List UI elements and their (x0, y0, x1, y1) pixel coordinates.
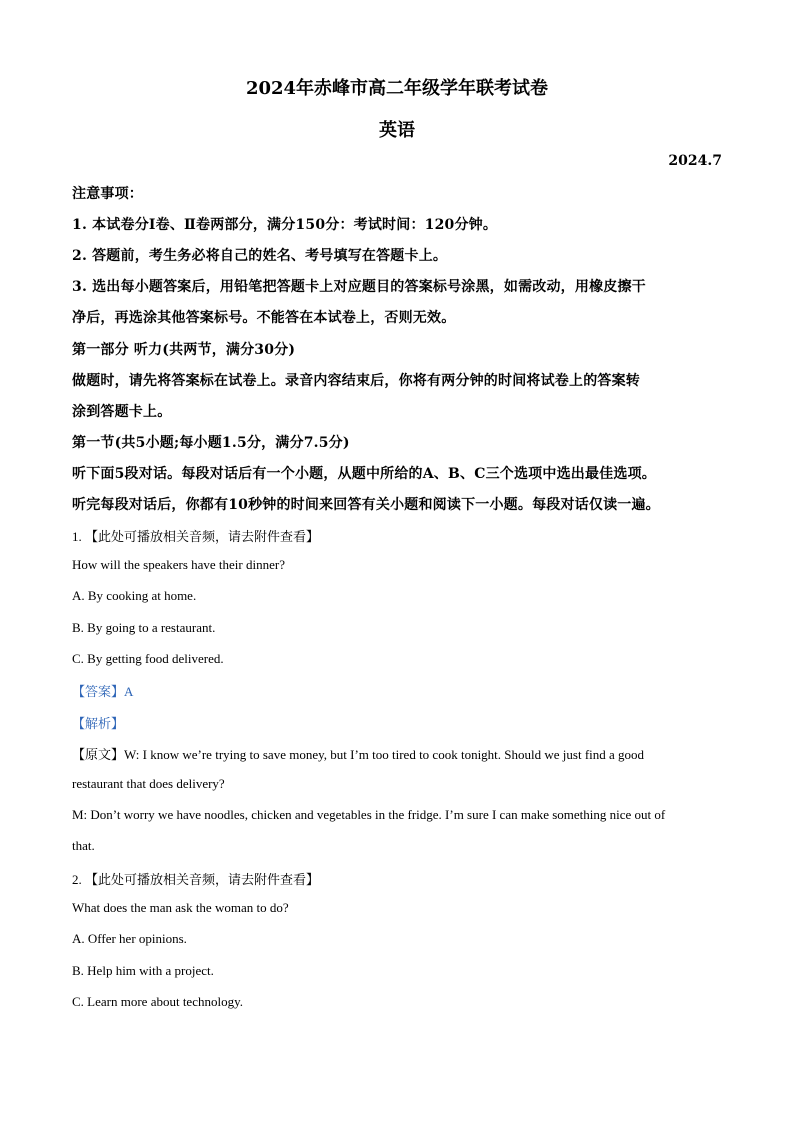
q1-transcript-line: 【原文】W: I know we’re trying to save money, but I’m too tired to cook tonight. Should we just find a good (72, 747, 645, 762)
exam-title: 2024年赤峰市高二年级学年联考试卷 (245, 78, 549, 99)
q2-option-b: B. Help him with a project. (72, 963, 214, 978)
notice-item: 净后，再选涂其他答案标号。不能答在本试卷上，否则无效。 (72, 310, 456, 326)
q1-transcript-line: restaurant that does delivery? (72, 776, 225, 791)
q1-option-b: B. By going to a restaurant. (72, 620, 216, 635)
section1-instruction: 听下面5段对话。每段对话后有一个小题，从题中所给的A、B、C三个选项中选出最佳选项。 (72, 466, 656, 482)
notice-item: 1. 本试卷分Ⅰ卷、Ⅱ卷两部分，满分150分：考试时间：120分钟。 (72, 217, 498, 233)
q1-audio-note: 1. 【此处可播放相关音频，请去附件查看】 (72, 529, 320, 544)
q1-option-c: C. By getting food delivered. (72, 651, 224, 666)
q1-analysis-label: 【解析】 (72, 717, 125, 732)
section1-heading: 第一节(共5小题;每小题1.5分，满分7.5分) (72, 435, 350, 451)
q1-answer (72, 681, 724, 700)
answer-label: 【答案】 (72, 685, 125, 700)
q2-option-c: C. Learn more about technology. (72, 994, 243, 1009)
notice-item: 3. 选出每小题答案后，用铅笔把答题卡上对应题目的答案标号涂黑，如需改动，用橡皮擦干 (72, 279, 646, 295)
q1-question: How will the speakers have their dinner? (72, 557, 285, 572)
part1-heading: 第一部分 听力(共两节，满分30分) (72, 342, 296, 358)
q2-option-a: A. Offer her opinions. (72, 931, 187, 946)
section1-instruction: 听完每段对话后，你都有10秒钟的时间来回答有关小题和阅读下一小题。每段对话仅读一遍。 (72, 497, 660, 513)
part1-instruction: 涂到答题卡上。 (72, 404, 172, 420)
q2-question: What does the man ask the woman to do? (72, 900, 289, 915)
notice-heading: 注意事项： (72, 186, 143, 202)
notice-item: 2. 答题前，考生务必将自己的姓名、考号填写在答题卡上。 (72, 248, 448, 264)
q1-option-a: A. By cooking at home. (72, 588, 197, 603)
part1-instruction: 做题时，请先将答案标在试卷上。录音内容结束后，你将有两分钟的时间将试卷上的答案转 (72, 373, 640, 389)
q1-transcript-line: M: Don’t worry we have noodles, chicken and vegetables in the fridge. I’m sure I can make something nice out of (72, 807, 666, 822)
q1-transcript-line: that. (72, 838, 95, 853)
answer-value: A (124, 684, 134, 699)
exam-subject: 英语 (379, 120, 415, 141)
exam-date: 2024.7 (668, 153, 722, 169)
q2-audio-note: 2. 【此处可播放相关音频，请去附件查看】 (72, 872, 320, 887)
